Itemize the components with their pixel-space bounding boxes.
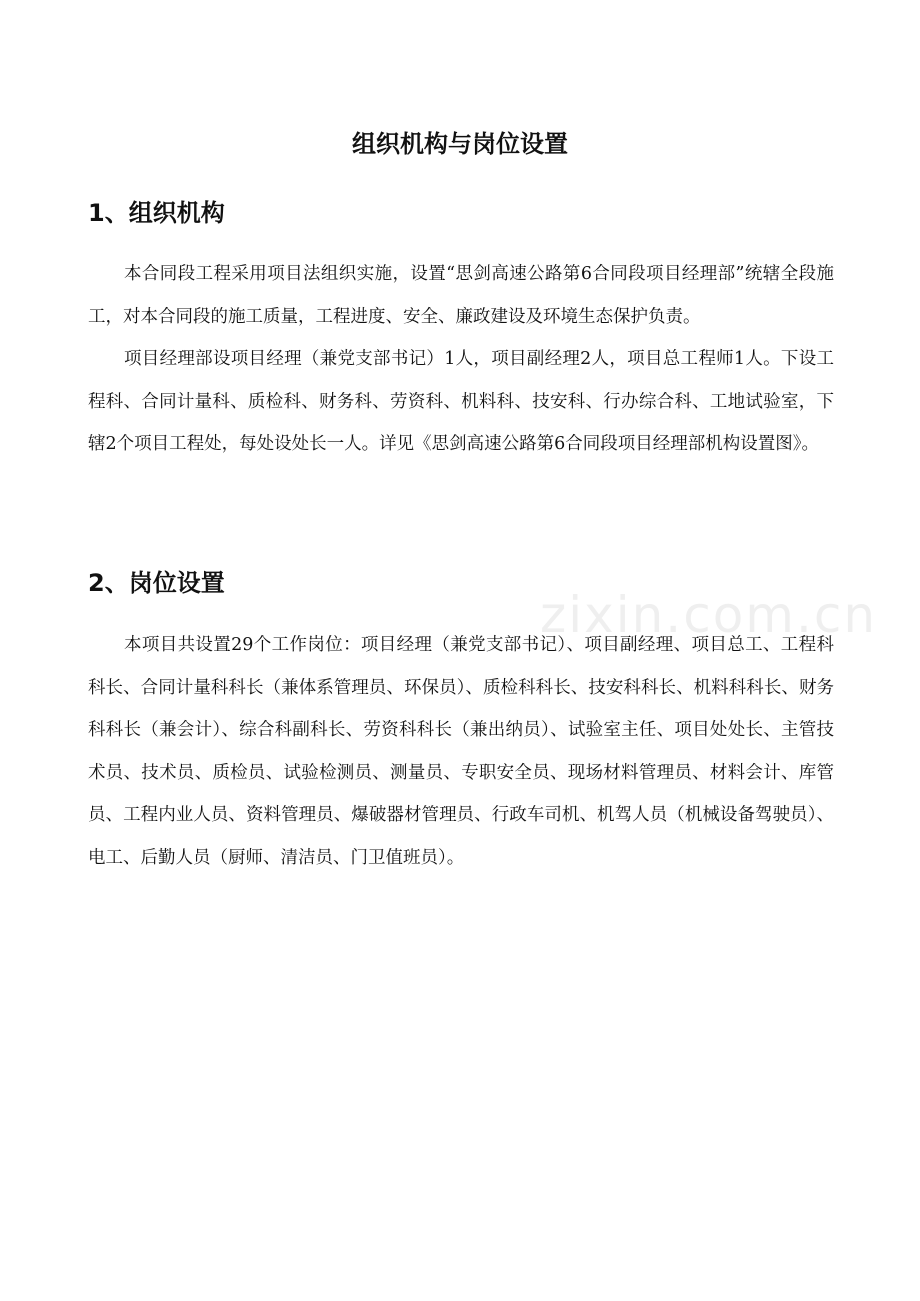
organization-paragraph-1: 本合同段工程采用项目法组织实施，设置“思剑高速公路第6合同段项目经理部”统辖全段施工，对本合同段的施工质量，工程进度、安全、廉政建设及环境生态保护负责。: [88, 264, 834, 327]
organization-paragraph-2: 项目经理部设项目经理（兼党支部书记）1人，项目副经理2人，项目总工程师1人。下设工程科、合同计量科、质检科、财务科、劳资科、机料科、技安科、行办综合科、工地试验室，下辖2个项目工程处，每处设处长一人。详见《思剑高速公路第6合同段项目经理部机构设置图》。: [88, 349, 834, 454]
watermark: zixin.com.cn: [540, 586, 878, 644]
section-heading-positions: 2、岗位设置: [88, 569, 225, 597]
page-title: 组织机构与岗位设置: [352, 130, 568, 158]
section-heading-organization: 1、组织机构: [88, 199, 225, 227]
positions-paragraph: 本项目共设置29个工作岗位：项目经理（兼党支部书记）、项目副经理、项目总工、工程科科长、合同计量科科长（兼体系管理员、环保员）、质检科科长、技安科科长、机料科科长、财务科科长（兼会计）、综合科副科长、劳资科科长（兼出纳员）、试验室主任、项目处处长、主管技术员、技术员、质检员、试验检测员、测量员、专职安全员、现场材料管理员、材料会计、库管员、工程内业人员、资料管理员、爆破器材管理员、行政车司机、机驾人员（机械设备驾驶员）、电工、后勤人员（厨师、清洁员、门卫值班员）。: [88, 635, 834, 868]
